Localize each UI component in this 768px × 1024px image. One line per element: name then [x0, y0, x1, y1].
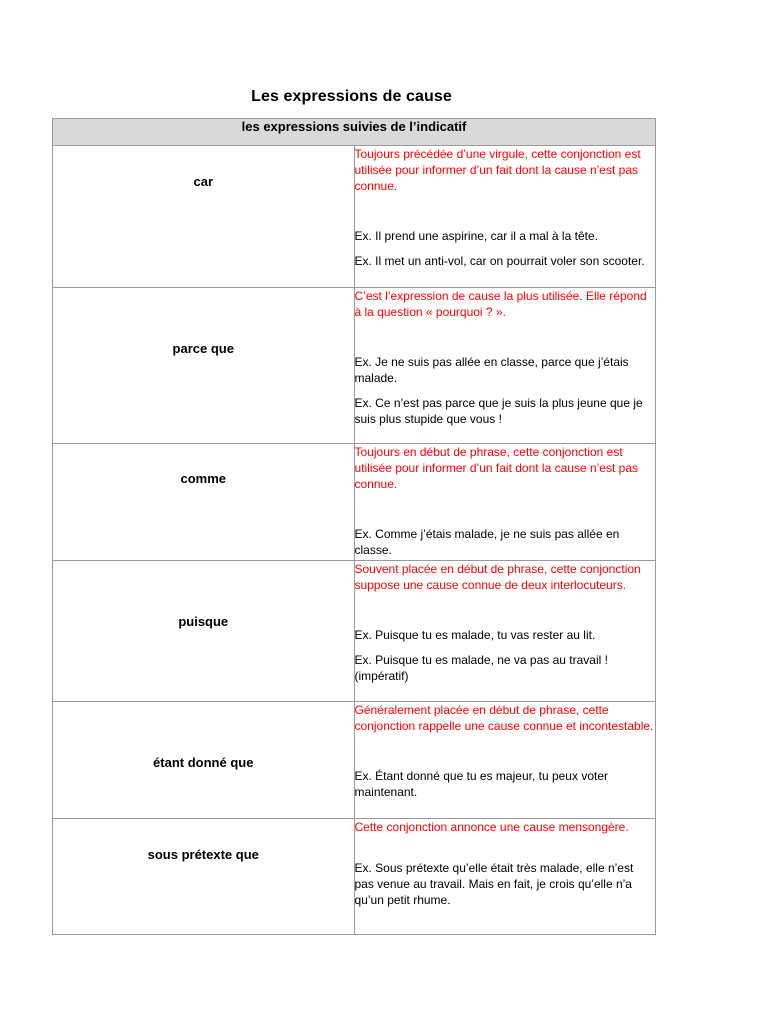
- description-text: Généralement placée en début de phrase, cette conjonction rappelle une cause connue et incontestable.: [354, 703, 654, 733]
- description-text: Souvent placée en début de phrase, cette conjonction suppose une cause connue de deux interlocuteurs.: [354, 562, 641, 592]
- table-header-row: [53, 119, 656, 146]
- term-label: sous prétexte que: [147, 847, 259, 862]
- example-text: Ex. Étant donné que tu es majeur, tu peux voter maintenant.: [354, 769, 608, 799]
- description-cell: [354, 702, 656, 819]
- cause-expressions-table: [52, 118, 656, 935]
- term-cell: [53, 444, 355, 561]
- table-header: les expressions suivies de l’indicatif: [53, 119, 656, 146]
- description-cell: [354, 444, 656, 561]
- example-text: Ex. Il met un anti-vol, car on pourrait voler son scooter.: [354, 254, 645, 268]
- term-cell: [53, 561, 355, 702]
- example-text: Ex. Puisque tu es malade, ne va pas au travail ! (impératif): [354, 653, 608, 683]
- term-label: car: [193, 174, 214, 189]
- example-text: Ex. Je ne suis pas allée en classe, parce que j’étais malade.: [354, 355, 629, 385]
- term-label: comme: [180, 471, 227, 486]
- table-row: [53, 561, 656, 702]
- description-text: Toujours en début de phrase, cette conjonction est utilisée pour informer d’un fait dont la cause n’est pas connue.: [354, 445, 638, 491]
- table-row: [53, 702, 656, 819]
- table-row: [53, 819, 656, 935]
- term-cell: [53, 702, 355, 819]
- description-cell: [354, 561, 656, 702]
- term-cell: [53, 819, 355, 935]
- term-cell: [53, 288, 355, 444]
- description-text: Cette conjonction annonce une cause mensongère.: [354, 820, 629, 834]
- example-text: Ex. Puisque tu es malade, tu vas rester au lit.: [354, 628, 596, 642]
- example-text: Ex. Il prend une aspirine, car il a mal à la tête.: [354, 229, 598, 243]
- description-cell: [354, 288, 656, 444]
- example-text: Ex. Sous prétexte qu’elle était très malade, elle n’est pas venue au travail. Mais en fait, je crois qu’elle n’a qu’un petit rhume.: [354, 861, 634, 907]
- description-cell: [354, 146, 656, 288]
- table-row: [53, 444, 656, 561]
- table-row: [53, 288, 656, 444]
- table-row: [53, 146, 656, 288]
- page-title: Les expressions de cause: [251, 88, 452, 105]
- example-text: Ex. Comme j’étais malade, je ne suis pas allée en classe.: [354, 527, 620, 557]
- example-text: Ex. Ce n’est pas parce que je suis la plus jeune que je suis plus stupide que vous !: [354, 396, 643, 426]
- term-label: étant donné que: [153, 755, 254, 770]
- description-cell: [354, 819, 656, 935]
- description-text: C’est l’expression de cause la plus utilisée. Elle répond à la question « pourquoi ? ».: [354, 289, 647, 319]
- term-label: parce que: [172, 341, 234, 356]
- term-cell: [53, 146, 355, 288]
- term-label: puisque: [178, 614, 229, 629]
- description-text: Toujours précédée d’une virgule, cette conjonction est utilisée pour informer d’un fait dont la cause n’est pas connue.: [354, 147, 641, 193]
